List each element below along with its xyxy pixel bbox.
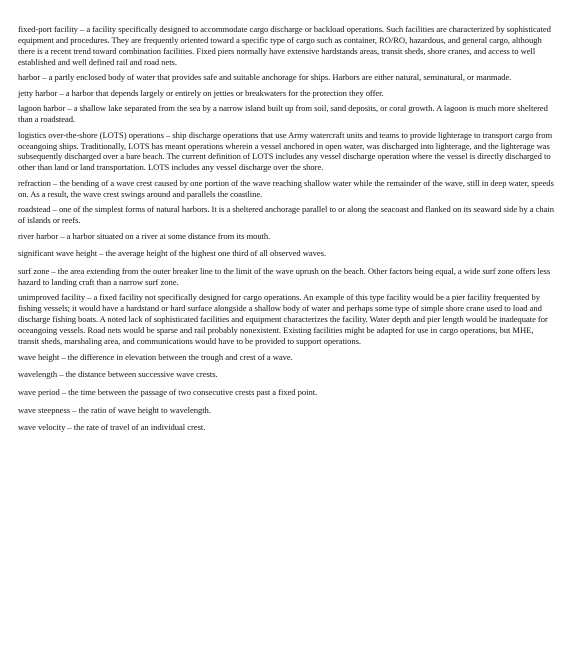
glossary-entry-wave-velocity — [18, 422, 556, 433]
glossary-entry-river-harbor — [18, 231, 556, 242]
glossary-entry-fixed-port-facility — [18, 24, 556, 68]
term-separator: – — [65, 103, 74, 114]
term-separator: – — [97, 248, 106, 259]
glossary-term: wave steepness — [18, 404, 71, 415]
glossary-entry-lots-operations — [18, 130, 556, 174]
glossary-definition: a facility specifically designed to accommodate cargo discharge or backload operations. Such facilities are characterized by sophisticated equipment and procedures. They are frequently oriented toward a specific type of cargo such as container, RO/RO, hazardous, and general cargo, although there is a recent trend toward combination facilities. Fixed piers normally have extensive hardstands areas, transit sheds, shore cranes, and access to well established and well defined rail and road nets. — [18, 24, 551, 67]
glossary-definition: the area extending from the outer breaker line to the limit of the wave uprush on the beach. Other factors being equal, a wide surf zone offers less hazard to landing craft than a narrow surf zone. — [18, 266, 551, 287]
glossary-definition: the time between the passage of two consecutive crests past a fixed point. — [68, 387, 318, 397]
glossary-definition: the average height of the highest one third of all observed waves. — [105, 248, 327, 259]
glossary-entry-wavelength — [18, 369, 556, 380]
term-separator: – — [50, 204, 59, 215]
term-separator: – — [57, 87, 66, 98]
glossary-entry-harbor — [18, 72, 556, 83]
glossary-definition: a fixed facility not specifically designed for cargo operations. An example of this type facility would be a pier facility frequented by fishing vessels; it would have a hardstand or hard surface alongside a shallow body of water and perhaps some type of simple shore crane used to load and discharge fishing boats. A noted lack of sophisticated facilities and equipment characterizes the facility. Water depth and pier length would be inadequate for oceangoing vessels. Road nets would be sparse and rail probably nonexistent. Existing facilities might be adapted for use in cargo operations, but MHE, transit sheds, marshaling area, and communications would have to be provided to support operations. — [18, 292, 548, 347]
glossary-definition: the ratio of wave height to wavelength. — [78, 404, 211, 415]
glossary-term: jetty harbor — [18, 87, 58, 98]
term-separator: – — [65, 422, 74, 433]
glossary-entry-surf-zone — [18, 266, 556, 288]
glossary-entry-lagoon-harbor — [18, 103, 556, 125]
term-separator: – — [40, 72, 49, 83]
term-separator: – — [163, 129, 173, 140]
glossary-entry-wave-steepness — [18, 405, 556, 416]
term-separator: – — [50, 177, 60, 188]
glossary-term: refraction — [18, 177, 51, 188]
glossary-term: logistics over-the-shore (LOTS) operations — [18, 129, 164, 140]
glossary-definition: a partly enclosed body of water that provides safe and suitable anchorage for ships. Harbors are either natural, seminatural, or manmade. — [48, 72, 512, 83]
glossary-entry-refraction — [18, 178, 556, 200]
glossary-definition: the difference in elevation between the trough and crest of a wave. — [67, 351, 293, 362]
glossary-definition: the distance between successive wave crests. — [65, 369, 218, 380]
glossary-term: significant wave height — [18, 248, 98, 259]
glossary-term: river harbor — [18, 230, 59, 241]
glossary-term: lagoon harbor — [18, 103, 66, 114]
term-separator: – — [70, 404, 79, 415]
glossary-definition: the rate of travel of an individual crest. — [73, 422, 206, 433]
glossary-entry-roadstead — [18, 204, 556, 226]
term-separator: – — [77, 24, 87, 34]
glossary-definition: a harbor that depends largely or entirely on jetties or breakwaters for the protection they offer. — [65, 87, 384, 98]
glossary-term: fixed-port facility — [18, 24, 78, 34]
glossary-term: wave height — [18, 351, 60, 362]
term-separator: – — [85, 292, 94, 303]
glossary-term: surf zone — [18, 266, 50, 277]
term-separator: – — [59, 351, 68, 362]
glossary-term: wave period — [18, 387, 60, 397]
glossary-definition: a harbor situated on a river at some distance from its mouth. — [66, 230, 271, 241]
glossary-term: harbor — [18, 72, 41, 83]
glossary-entry-wave-period — [18, 387, 556, 398]
term-separator: – — [58, 230, 67, 241]
glossary-definition: the bending of a wave crest caused by one portion of the wave reaching shallow water while the remainder of the wave, still in deep water, speeds on. As a result, the wave crest swings around and parallels the coastline. — [18, 177, 554, 199]
glossary-entry-jetty-harbor — [18, 88, 556, 99]
glossary-term: wave velocity — [18, 422, 66, 433]
glossary-term: unimproved facility — [18, 292, 86, 303]
glossary-entry-unimproved-facility — [18, 292, 556, 347]
glossary-definition: ship discharge operations that use Army watercraft units and teams to provide lighterage to transport cargo from oceangoing ships. Traditionally, LOTS has meant operations wherein a vessel anchored in open water, was discharged into lighterage, and the lighterage was subsequently discharged over a bare beach. The current definition of LOTS includes any vessel discharge operation where the vessel is directly discharged to other than land or land transportation. LOTS includes any vessel discharge over the shore. — [18, 129, 553, 173]
glossary-page — [18, 24, 556, 440]
glossary-term: roadstead — [18, 204, 51, 215]
term-separator: – — [59, 387, 69, 397]
term-separator: – — [57, 369, 66, 380]
glossary-entry-wave-height — [18, 352, 556, 363]
glossary-entry-significant-wave-height — [18, 248, 556, 259]
term-separator: – — [49, 266, 58, 277]
glossary-term: wavelength — [18, 369, 58, 380]
glossary-definition: a shallow lake separated from the sea by a narrow island built up from soil, sand deposits, or coral growth. A lagoon is much more sheltered than a roadstead. — [18, 103, 548, 125]
glossary-definition: one of the simplest forms of natural harbors. It is a sheltered anchorage parallel to or along the seacoast and flanked on its seaward side by a chain of islands or reefs. — [18, 204, 555, 226]
